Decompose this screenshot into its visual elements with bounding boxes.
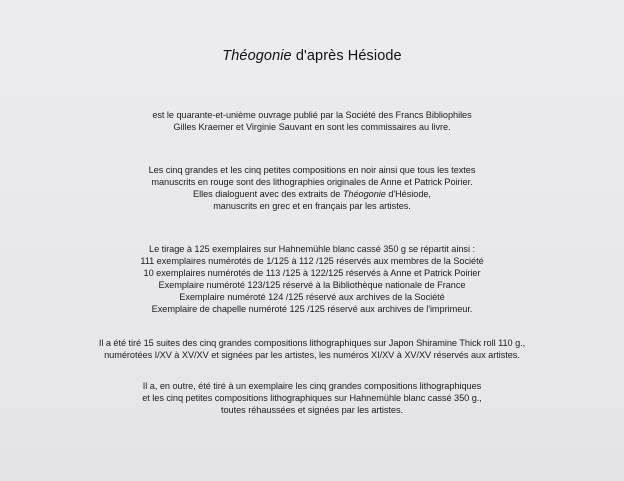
text-line: est le quarante-et-unième ouvrage publié par la Société des Francs Bibliophiles [152, 110, 472, 120]
text-line: Exemplaire numéroté 124 /125 réservé aux archives de la Société [179, 292, 445, 302]
text-line: Gilles Kraemer et Virginie Sauvant en sont les commissaires au livre. [173, 122, 451, 132]
text-line: Exemplaire de chapelle numéroté 125 /125 réservé aux archives de l'imprimeur. [151, 304, 473, 314]
text-line [0, 188, 624, 200]
text-line: Il a, en outre, été tiré à un exemplaire les cinq grandes compositions lithographiques [142, 381, 482, 391]
text-line: Le tirage à 125 exemplaires sur Hahnemühle blanc cassé 350 g se répartit ainsi : [149, 244, 475, 254]
paragraph-suites [0, 337, 624, 361]
text-line: Exemplaire numéroté 123/125 réservé à la Bibliothèque nationale de France [158, 280, 466, 290]
text-fragment: Elles dialoguent avec des extraits de [193, 189, 343, 199]
text-line: 10 exemplaires numérotés de 113 /125 à 122/125 réservés à Anne et Patrick Poirier [143, 268, 481, 278]
text-line: 111 exemplaires numérotés de 1/125 à 112 /125 réservés aux membres de la Société [140, 256, 484, 266]
text-line: Il a été tiré 15 suites des cinq grandes compositions lithographiques sur Japon Shiramine Thick roll 110 g., [98, 338, 526, 348]
text-line: et les cinq petites compositions lithographiques sur Hahnemühle blanc cassé 350 g., [142, 393, 482, 403]
paragraph-unique-copy [0, 380, 624, 416]
text-line: Les cinq grandes et les cinq petites compositions en noir ainsi que tous les textes [148, 165, 476, 175]
text-line: manuscrits en rouge sont des lithographies originales de Anne et Patrick Poirier. [151, 177, 473, 187]
title-rest: d'après Hésiode [291, 48, 402, 64]
text-line: toutes réhaussées et signées par les artistes. [220, 405, 404, 415]
text-fragment: d'Hésiode, [385, 189, 431, 199]
text-line: numérotées I/XV à XV/XV et signées par les artistes, les numéros XI/XV à XV/XV réservés aux artistes. [104, 350, 520, 360]
paragraph-publication [0, 109, 624, 133]
page-title [0, 48, 624, 64]
text-line: manuscrits en grec et en français par les artistes. [213, 201, 411, 211]
paragraph-print-run [0, 243, 624, 315]
text-fragment-italic: Théogonie [342, 189, 386, 199]
paragraph-compositions [0, 164, 624, 212]
title-italic: Théogonie [222, 48, 292, 64]
